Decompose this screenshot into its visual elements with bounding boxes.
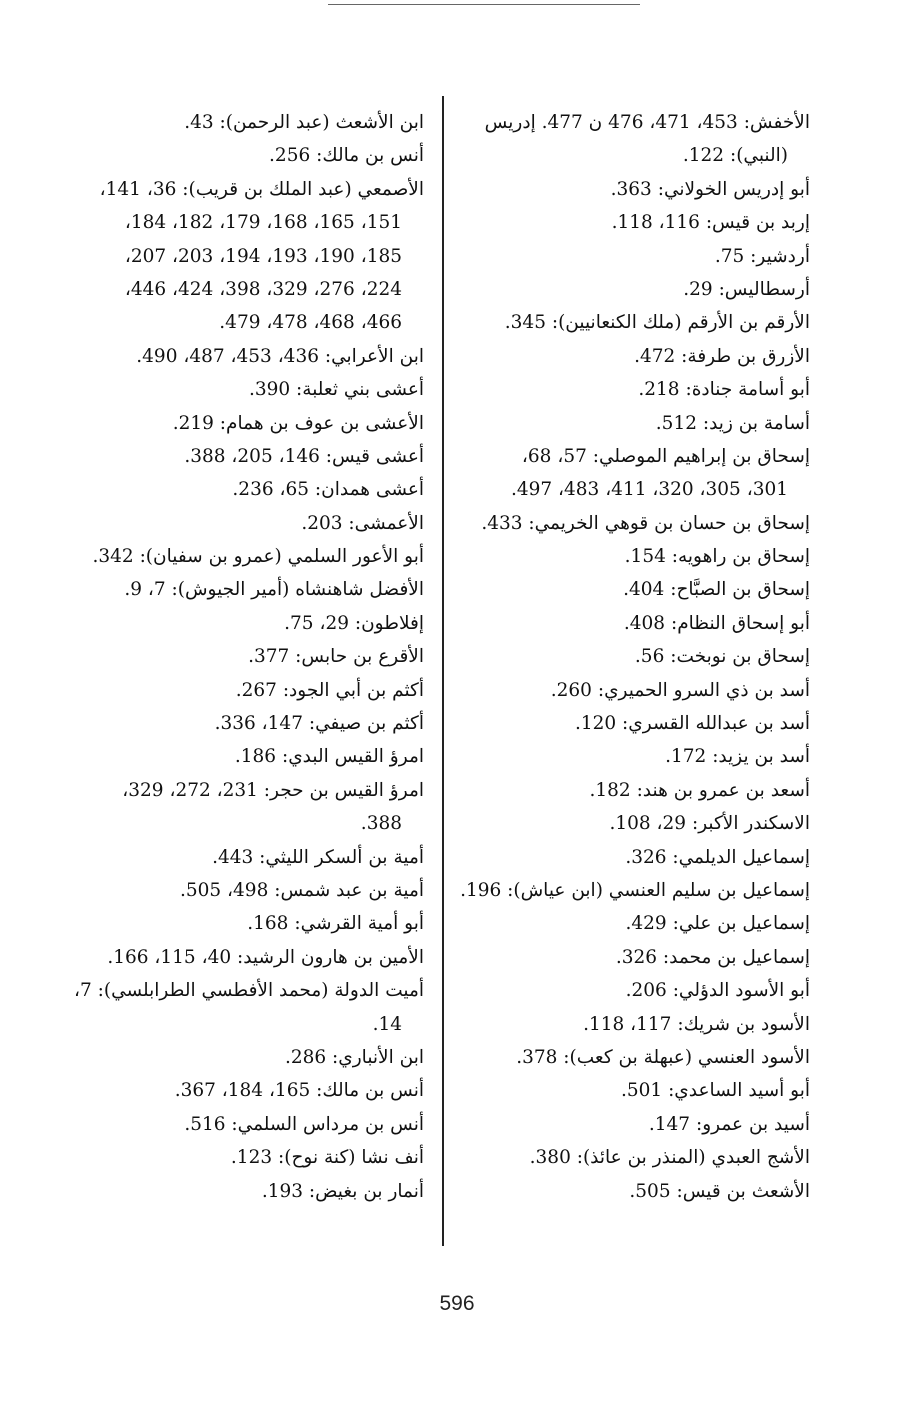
index-entry: أنس بن مرداس السلمي: 516. (184, 1113, 424, 1135)
index-entry: أبو أسيد الساعدي: 501. (620, 1080, 810, 1102)
index-entry: الأعشى بن عوف بن همام: 219. (172, 412, 424, 434)
index-entry: الأسود بن شريك: 117، 118. (583, 1013, 810, 1035)
index-entry: أنس بن مالك: 165، 184، 367. (174, 1080, 424, 1102)
index-entry: أكثم بن صيفي: 147، 336. (214, 713, 424, 735)
top-rule (328, 4, 640, 5)
index-entry: أمية بن عبد شمس: 498، 505. (179, 879, 424, 901)
index-entry-continuation: 185، 190، 193، 194، 203، 207، (124, 245, 402, 267)
index-entry: إسماعيل الديلمي: 326. (625, 846, 810, 868)
page-number: 596 (439, 1292, 475, 1315)
index-entry: أسد بن يزيد: 172. (665, 746, 810, 768)
index-entry: أبو أمية القرشي: 168. (247, 913, 424, 935)
index-entry: الأرقم بن الأرقم (ملك الكنعانيين): 345. (504, 312, 810, 334)
index-entry: امرؤ القيس البدي: 186. (234, 746, 424, 768)
index-entry: أميت الدولة (محمد الأفطسي الطرابلسي): 7، (74, 980, 424, 1002)
index-entry: إسماعيل بن محمد: 326. (615, 946, 810, 968)
index-entry: إفلاطون: 29، 75. (284, 612, 424, 634)
index-entry-continuation: 301، 305، 320، 411، 483، 497. (510, 479, 788, 501)
index-entry: أعشى قيس: 146، 205، 388. (184, 445, 424, 467)
index-entry: أعشى همدان: 65، 236. (232, 479, 424, 501)
index-entry: إسحاق بن نوبخت: 56. (634, 646, 810, 668)
column-divider (442, 96, 444, 1246)
index-entry: إسحاق بن حسان بن قوهي الخريمي: 433. (481, 512, 810, 534)
index-entry: إسحاق بن راهويه: 154. (624, 546, 810, 568)
index-entry: الأفضل شاهنشاه (أمير الجيوش): 7، 9. (124, 579, 424, 601)
index-entry: إسماعيل بن سليم العنسي (ابن عياش): 196. (460, 879, 810, 901)
index-entry: إسماعيل بن علي: 429. (625, 913, 810, 935)
index-entry-continuation: 466، 468، 478، 479. (219, 312, 402, 334)
index-entry: أرسطاليس: 29. (683, 278, 810, 300)
index-entry: أبو الأعور السلمي (عمرو بن سفيان): 342. (92, 546, 424, 568)
index-column-left (14, 106, 424, 1208)
index-entry: أنس بن مالك: 256. (269, 145, 424, 167)
index-entry: الأعمشى: 203. (301, 512, 424, 534)
index-entry: الأخفش: 453، 471، 476 ن 477. إدريس (484, 112, 810, 133)
index-entry: أسعد بن عمرو بن هند: 182. (589, 779, 810, 801)
index-entry: أبو أسامة جنادة: 218. (638, 379, 810, 401)
index-entry: ابن الأعرابي: 436، 453، 487، 490. (136, 345, 424, 367)
index-entry: إسحاق بن إبراهيم الموصلي: 57، 68، (521, 445, 810, 467)
index-entry: الأشج العبدي (المنذر بن عائذ): 380. (529, 1147, 810, 1169)
index-entry: أنمار بن بغيض: 193. (261, 1180, 424, 1202)
index-entry: ابن الأنباري: 286. (284, 1046, 424, 1068)
index-entry: أبو إسحاق النظام: 408. (623, 612, 810, 634)
index-entry-continuation: 224، 276، 329، 398، 424، 446، (124, 278, 402, 300)
index-entry: أكثم بن أبي الجود: 267. (235, 679, 424, 701)
index-entry: أبو الأسود الدؤلي: 206. (625, 980, 810, 1002)
index-entry: أسيد بن عمرو: 147. (648, 1113, 810, 1135)
index-entry: أبو إدريس الخولاني: 363. (610, 178, 810, 200)
index-entry: أسد بن ذي السرو الحميري: 260. (550, 679, 810, 701)
index-entry: الاسكندر الأكبر: 29، 108. (609, 813, 810, 835)
index-entry: إسحاق بن الصبَّاح: 404. (623, 579, 810, 601)
index-entry: إربد بن قيس: 116، 118. (611, 212, 810, 234)
index-entry: أمية بن ألسكر الليثي: 443. (212, 846, 424, 868)
index-entry-continuation: 14. (372, 1013, 402, 1035)
index-column-right (410, 106, 810, 1208)
index-entry: أعشى بني ثعلبة: 390. (248, 379, 424, 401)
index-entry: الأمين بن هارون الرشيد: 40، 115، 166. (107, 946, 424, 968)
index-entry: الأقرع بن حابس: 377. (248, 646, 424, 668)
index-entry: الأزرق بن طرفة: 472. (634, 345, 810, 367)
index-entry: امرؤ القيس بن حجر: 231، 272، 329، (122, 779, 424, 801)
index-entry: الأشعث بن قيس: 505. (629, 1180, 810, 1202)
index-entry: الأصمعي (عبد الملك بن قريب): 36، 141، (99, 178, 424, 200)
index-entry: أسد بن عبدالله القسري: 120. (574, 713, 810, 735)
index-entry-continuation: 388. (360, 813, 402, 835)
index-entry: أسامة بن زيد: 512. (655, 412, 810, 434)
index-entry: أنف نشا (كنة نوح): 123. (230, 1147, 424, 1169)
index-entry-continuation: (النبي): 122. (682, 145, 788, 167)
index-entry: أردشير: 75. (714, 245, 810, 267)
index-entry-continuation: 151، 165، 168، 179، 182، 184، (124, 212, 402, 234)
index-entry: الأسود العنسي (عبهلة بن كعب): 378. (516, 1046, 810, 1068)
index-entry: ابن الأشعث (عبد الرحمن): 43. (184, 112, 424, 133)
